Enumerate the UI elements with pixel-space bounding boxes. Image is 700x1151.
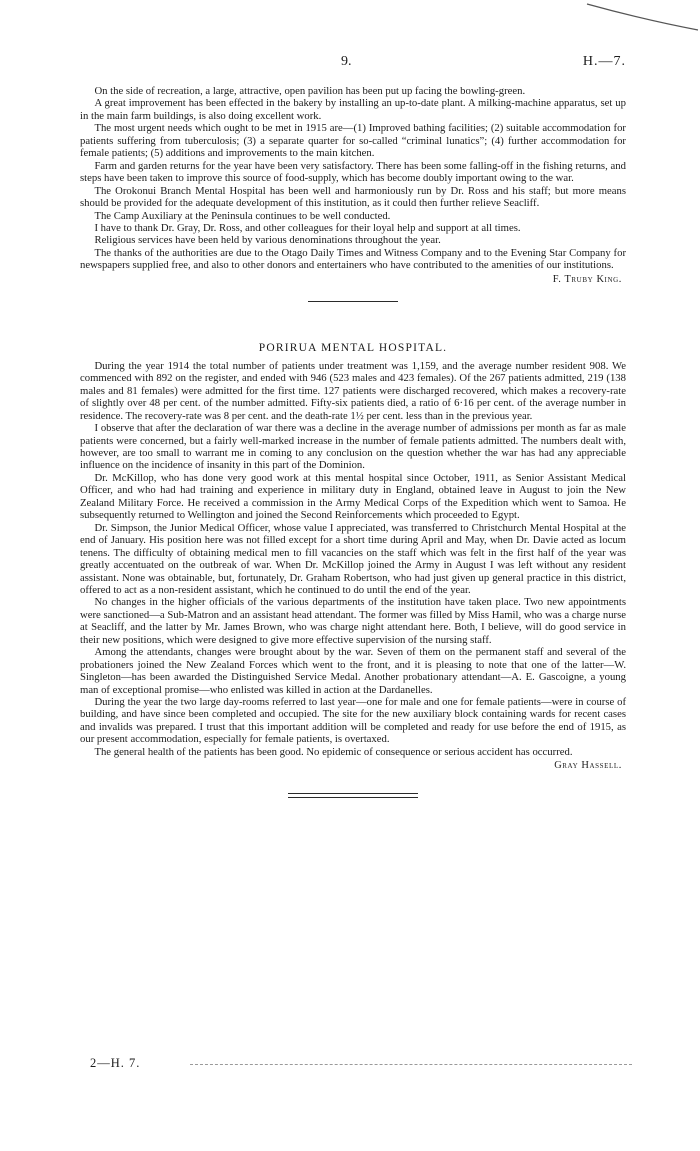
footer-rule <box>190 1064 632 1065</box>
paragraph: During the year the two large day-rooms referred to last year—one for male and one for female patients—were in course of building, and have since been completed and occupied. The site for the new auxiliary block containing wards for recent cases and invalids was prepared. I trust that this important addition will be completed and ready for use before the end of 1915, as our present accommodation, especially for female patients, is overtaxed. <box>80 696 626 746</box>
paragraph: I observe that after the declaration of war there was a decline in the average number of admissions per month as far as male patients were concerned, but a fairly well-marked increase in the number of female patients admitted. The numbers dealt with, however, are too small to warrant me in coming to any conclusion on the question whether the war has had any appreciable influence on the incidence of insanity in this part of the Dominion. <box>80 422 626 472</box>
paragraph: I have to thank Dr. Gray, Dr. Ross, and other colleagues for their loyal help and support at all times. <box>94 221 521 234</box>
footer-code: 2—H. 7. <box>90 1056 141 1070</box>
paragraph: The thanks of the authorities are due to the Otago Daily Times and Witness Company and to the Evening Star Company for newspapers supplied free, and also to other donors and entertainers who have contributed to the amenities of our institutions. <box>80 246 626 272</box>
paragraph: Dr. Simpson, the Junior Medical Officer, whose value I appreciated, was transferred to Christchurch Mental Hospital at the end of January. His position here was not filled except for a short time during April and May, when Dr. Davie acted as locum tenens. The difficulty of obtaining medical men to fill vacancies on the staff which was felt in the first half of the year was greatly accentuated on the outbreak of war. When Dr. McKillop joined the Army in August I was left without any resident assistant. None was obtainable, but, fortunately, Dr. Graham Robertson, who had just given up general practice in this district, offered to act as a non-resident assistant, which he continued to do until the end of the year. <box>80 521 626 596</box>
document-body <box>80 85 626 801</box>
end-divider <box>288 793 418 798</box>
seacliff-section <box>80 85 626 285</box>
page-footer <box>62 1056 632 1070</box>
porirua-section <box>80 342 626 772</box>
paragraph: The Camp Auxiliary at the Peninsula continues to be well conducted. <box>94 209 391 222</box>
page-header <box>80 54 626 74</box>
document-code: H.—7. <box>582 54 626 69</box>
paragraph: The general health of the patients has been good. No epidemic of consequence or serious accident has occurred. <box>94 745 573 758</box>
section-title: PORIRUA MENTAL HOSPITAL. <box>258 341 448 354</box>
paragraph: During the year 1914 the total number of patients under treatment was 1,159, and the average number resident 908. We commenced with 892 on the register, and ended with 946 (523 males and 423 females). Of the 267 patients admitted, 219 (138 males and 81 females) were admitted for the first time. 127 patients were discharged recovered, which makes a recovery-rate of slightly over 48 per cent. of the number admitted. Fifty-six patients died, a ratio of 6·16 per cent. of the average number in residence. The recovery-rate was 8 per cent. and the death-rate 1½ per cent. less than in the previous year. <box>80 359 626 422</box>
paragraph: Among the attendants, changes were brought about by the war. Seven of them on the permanent staff and several of the probationers joined the New Zealand Forces which went to the front, and it is pleasing to note that one of the latter—W. Singleton—has been awarded the Distinguished Service Medal. Another probationary attendant—A. E. Gascoigne, a young man of exceptional promise—who enlisted was killed in action at the Dardanelles. <box>80 646 626 696</box>
corner-scan-mark <box>585 0 700 40</box>
paragraph: A great improvement has been effected in the bakery by installing an up-to-date plant. A milking-machine apparatus, set up in the main farm buildings, is also doing excellent work. <box>80 97 626 122</box>
signature-gray-hassell: Gray Hassell. <box>554 760 622 772</box>
paragraph: No changes in the higher officials of the various departments of the institution have taken place. Two new appointments were sanctioned—a Sub-Matron and an assistant head attendant. The former was filled by Miss Hamil, who was a charge nurse at Seacliff, and the latter by Mr. James Brown, who was charge night attendant here. Both, I believe, will do good service in their new positions, which were designed to give more effective supervision of the nursing staff. <box>80 596 626 646</box>
page-number: 9. <box>341 54 352 69</box>
paragraph: On the side of recreation, a large, attractive, open pavilion has been put up facing the bowling-green. <box>94 85 526 97</box>
signature-truby-king: F. Truby King. <box>552 273 622 285</box>
paragraph: The Orokonui Branch Mental Hospital has been well and harmoniously run by Dr. Ross and his staff; but more means should be provided for the adequate development of this institution, as it could then further relieve Seacliff. <box>80 184 626 210</box>
section-divider <box>308 301 398 302</box>
paragraph: Religious services have been held by various denominations throughout the year. <box>94 234 441 247</box>
paragraph: Farm and garden returns for the year have been very satisfactory. There has been some falling-off in the fishing returns, and steps have been taken to improve this source of food-supply, which has become doubly important owing to the war. <box>80 159 626 185</box>
paragraph: The most urgent needs which ought to be met in 1915 are—(1) Improved bathing facilities; (2) suitable accommodation for patients suffering from tuberculosis; (3) a separate quarter for so-called “criminal lunatics”; (4) further accommodation for female patients; (5) additions and improvements to the main kitchen. <box>80 122 626 160</box>
paragraph: Dr. McKillop, who has done very good work at this mental hospital since October, 1911, as Senior Assistant Medical Officer, and who had had training and experience in military duty in England, obtained leave in August to join the New Zealand Military Force. He received a commission in the Army Medical Corps of the Expedition which went to Samoa. He subsequently returned to Wellington and joined the Second Reinforcements which proceeded to Egypt. <box>80 471 626 522</box>
